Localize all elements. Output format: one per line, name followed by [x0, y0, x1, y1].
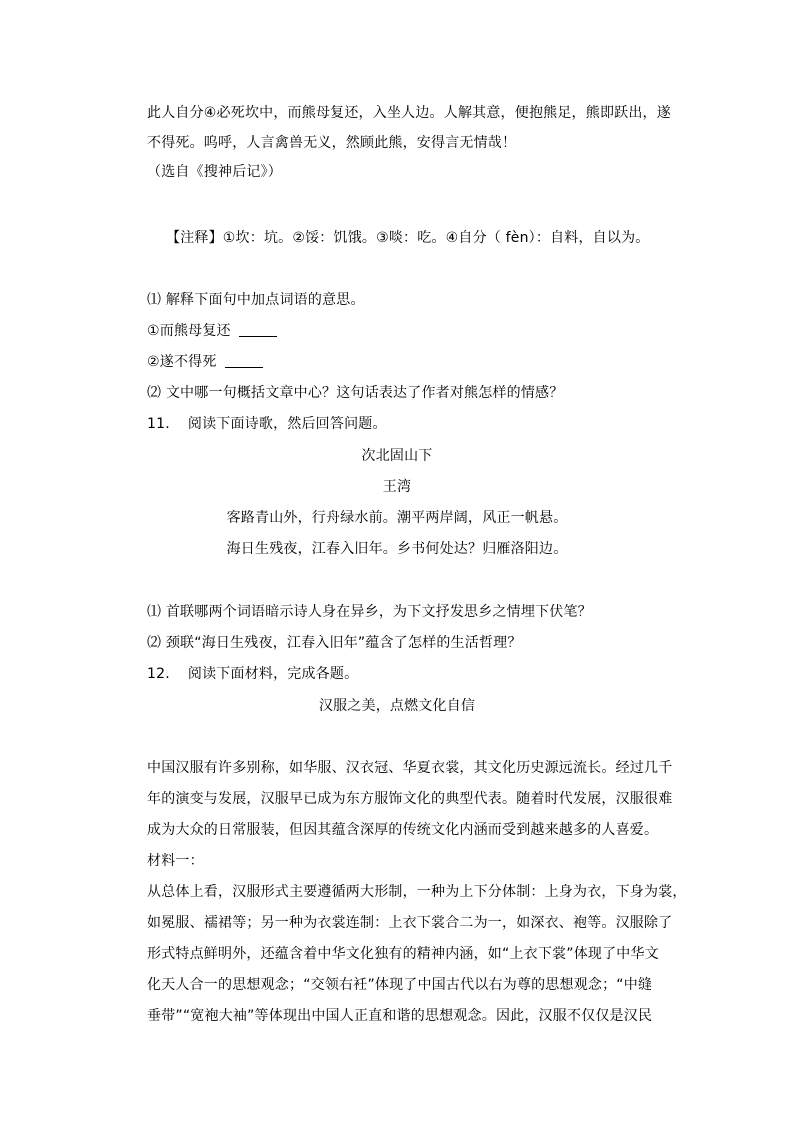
material1-line-3: 形式特点鲜明外，还蕴含着中华文化独有的精神内涵，如“上衣下裳”体现了中华文: [147, 946, 659, 962]
material1-line-1: 从总体上看，汉服形式主要遵循两大形制，一种为上下分体制：上身为衣，下身为裳，: [147, 884, 687, 900]
intro-line-3: 成为大众的日常服装，但因其蕴含深厚的传统文化内涵而受到越来越多的人喜爱。: [147, 822, 659, 838]
q10-item2-text: ②遂不得死: [147, 354, 217, 370]
intro-line-2: 年的演变与发展，汉服早已成为东方服饰文化的典型代表。随着时代发展，汉服很难: [147, 791, 673, 807]
q12-title: 汉服之美，点燃文化自信: [318, 698, 476, 714]
q11-sub2: ⑵ 颈联“海日生残夜，江春入旧年”蕴含了怎样的生活哲理？: [147, 635, 522, 651]
material-label: 材料一：: [147, 853, 204, 869]
poem-author: 王湾: [382, 479, 412, 495]
q11-prompt: 阅读下面诗歌，然后回答问题。: [187, 416, 387, 432]
material1-line-4: 化天人合一的思想观念；“交领右衽”体现了中国古代以右为尊的思想观念；“中缝: [147, 977, 653, 993]
poem-line-1: 客路青山外，行舟绿水前。潮平两岸阔，风正一帆悬。: [226, 510, 568, 526]
q12-prompt: 阅读下面材料，完成各题。: [187, 666, 359, 682]
q10-item1: [147, 321, 667, 341]
answer-blank-2[interactable]: [225, 353, 263, 368]
q11-number: 11.: [147, 416, 170, 432]
q10-item2: [147, 352, 667, 372]
q10-sub1: ⑴ 解释下面句中加点词语的意思。: [147, 292, 365, 308]
passage-line-2: 不得死。呜呼，人言禽兽无义，然顾此熊，安得言无情哉！: [147, 135, 517, 151]
material1-line-2: 如冕服、襦裙等；另一种为衣裳连制：上衣下裳合二为一，如深衣、袍等。汉服除了: [147, 915, 673, 931]
q11-sub1: ⑴ 首联哪两个词语暗示诗人身在异乡，为下文抒发思乡之情埋下伏笔？: [147, 604, 592, 620]
q10-sub2: ⑵ 文中哪一句概括文章中心？这句话表达了作者对熊怎样的情感？: [147, 385, 564, 401]
answer-blank-1[interactable]: [239, 322, 277, 337]
material1-line-5: 垂带”“宽袍大袖”等体现出中国人正直和谐的思想观念。因此，汉服不仅仅是汉民: [147, 1008, 653, 1024]
q10-item1-text: ①而熊母复还: [147, 323, 231, 339]
annotation-notes: 【注释】①坎：坑。②馁：饥饿。③啖：吃。④自分（ fèn）：自料，自以为。: [166, 230, 650, 246]
poem-line-2: 海日生残夜，江春入旧年。乡书何处达？归雁洛阳边。: [226, 541, 568, 557]
q11-header: [147, 414, 667, 434]
intro-line-1: 中国汉服有许多别称，如华服、汉衣冠、华夏衣裳，其文化历史源远流长。经过几千: [147, 760, 673, 776]
q12-header: [147, 664, 667, 684]
q12-number: 12.: [147, 666, 170, 682]
passage-source: （选自《搜神后记》）: [147, 164, 282, 180]
poem-title: 次北固山下: [361, 448, 433, 464]
passage-line-1: 此人自分④必死坎中，而熊母复还，入坐人边。人解其意，便抱熊足，熊即跃出，遂: [147, 105, 671, 121]
